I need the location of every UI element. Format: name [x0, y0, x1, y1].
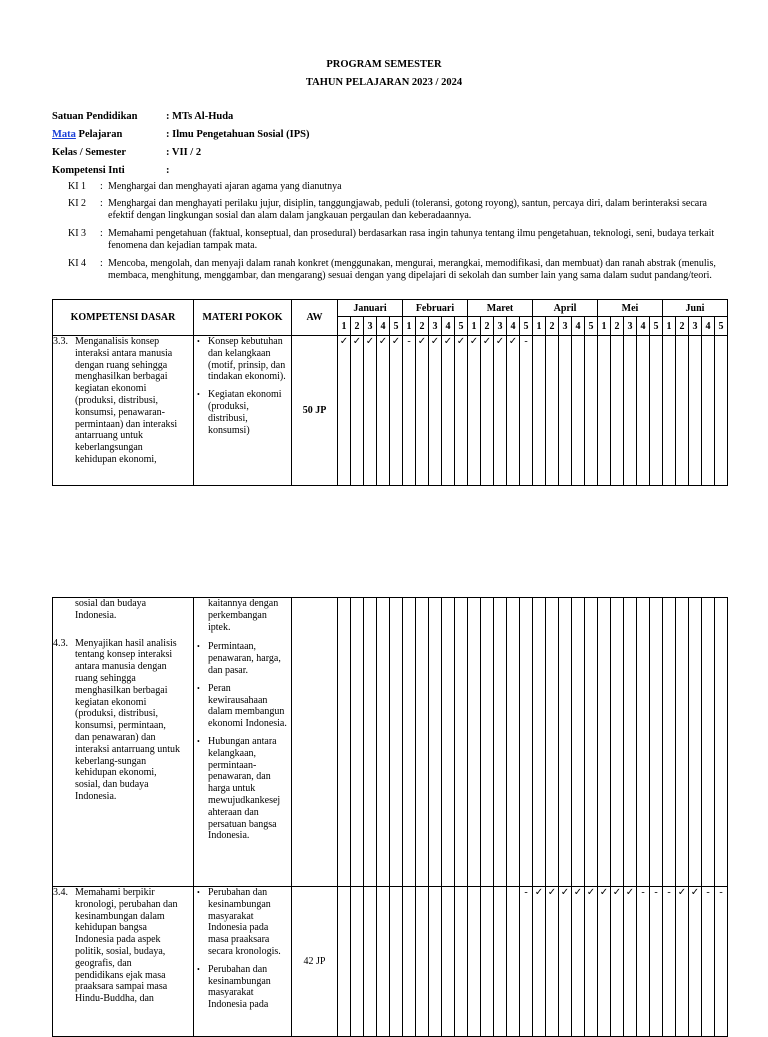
week-mark: ✓ — [377, 336, 390, 486]
week-mark — [338, 887, 351, 1037]
week-mark: ✓ — [585, 887, 598, 1037]
ki-text: Menghargai dan menghayati ajaran agama yang dianutnya — [108, 181, 342, 192]
week-header: 4 — [442, 317, 455, 336]
week-mark — [546, 336, 559, 486]
week-mark — [676, 598, 689, 887]
ki-code: KI 4 — [68, 258, 87, 269]
week-mark — [559, 598, 572, 887]
week-header: 3 — [559, 317, 572, 336]
week-mark — [481, 598, 494, 887]
week-mark: ✓ — [481, 336, 494, 486]
week-mark — [481, 887, 494, 1037]
week-mark — [351, 887, 364, 1037]
month-header: Mei — [598, 300, 663, 317]
week-header: 2 — [481, 317, 494, 336]
week-mark — [585, 336, 598, 486]
week-header: 2 — [351, 317, 364, 336]
week-header: 1 — [403, 317, 416, 336]
week-header: 1 — [533, 317, 546, 336]
header-aw: AW — [292, 300, 338, 336]
week-header: 1 — [663, 317, 676, 336]
mp-item: • Perubahan dan kesinambungan masyarakat Indonesia pada masa praaksara secara kronologis. — [208, 887, 291, 958]
info-row-satuan — [52, 111, 233, 122]
info-value: : — [166, 165, 170, 176]
info-label: Kelas / Semester — [52, 147, 127, 158]
week-header: 4 — [702, 317, 715, 336]
week-mark — [377, 887, 390, 1037]
ki-text: Menghargai dan menghayati perilaku jujur, disiplin, tanggungjawab, peduli (toleransi, gotong royong), santun, percaya diri, dalam berinteraksi secara efektif dengan lingkungan sosial dan alam dalam jangkauan pergaulan dan keberadaannya. — [108, 198, 707, 221]
week-mark — [520, 598, 533, 887]
mp-item: • Hubungan antara kelangkaan, permintaan-penawaran, dan harga untuk mewujudkankesej ahteraan dan persatuan bangsa Indonesia. — [208, 736, 291, 842]
week-header: 4 — [572, 317, 585, 336]
info-value: : Ilmu Pengetahuan Sosial (IPS) — [166, 129, 310, 140]
week-header: 1 — [598, 317, 611, 336]
mp-item: • Perubahan dan kesinambungan masyarakat Indonesia pada — [208, 964, 291, 1011]
doc-title: PROGRAM SEMESTER — [326, 59, 442, 70]
week-mark — [364, 887, 377, 1037]
week-mark: - — [403, 336, 416, 486]
mp-cell — [194, 598, 292, 887]
week-mark — [559, 336, 572, 486]
week-mark: ✓ — [494, 336, 507, 486]
week-mark — [572, 336, 585, 486]
header-materi-pokok: MATERI POKOK — [194, 300, 292, 336]
week-header: 1 — [338, 317, 351, 336]
mp-item: • Peran kewirausahaan dalam membangun ekonomi Indonesia. — [208, 683, 291, 730]
week-mark: ✓ — [455, 336, 468, 486]
week-mark — [416, 598, 429, 887]
info-value: : VII / 2 — [166, 147, 202, 158]
week-mark: ✓ — [442, 336, 455, 486]
week-mark — [468, 598, 481, 887]
week-mark — [663, 598, 676, 887]
week-mark: - — [663, 887, 676, 1037]
kd-number: 3.3. — [53, 336, 68, 347]
kd-cell — [53, 336, 194, 486]
ki-code: KI 2 — [68, 198, 87, 209]
week-mark — [533, 598, 546, 887]
week-mark: - — [520, 336, 533, 486]
doc-subtitle: TAHUN PELAJARAN 2023 / 2024 — [305, 77, 463, 88]
ki-item: KI 1 : Menghargai dan menghayati ajaran agama yang dianutnya — [68, 181, 718, 193]
week-mark — [689, 336, 702, 486]
kd-cell — [53, 598, 194, 887]
week-mark: - — [715, 887, 728, 1037]
week-mark — [611, 598, 624, 887]
week-mark — [390, 887, 403, 1037]
week-mark — [429, 887, 442, 1037]
week-mark — [702, 336, 715, 486]
kd-text: Memahami berpikir kronologi, perubahan dan kesinambungan dalam kehidupan bangsa Indonesia pada aspek politik, sosial, budaya, geografis, dan pendidikans ejak masa praaksara sampai masa Hindu-Buddha, dan — [75, 887, 178, 1005]
week-mark: ✓ — [559, 887, 572, 1037]
week-mark — [650, 336, 663, 486]
mp-item: • Konsep kebutuhan dan kelangkaan (motif, prinsip, dan tindakan ekonomi). — [208, 336, 291, 383]
week-mark: ✓ — [598, 887, 611, 1037]
week-header: 5 — [390, 317, 403, 336]
week-mark — [676, 336, 689, 486]
program-table-page1 — [52, 299, 728, 486]
week-mark — [416, 887, 429, 1037]
week-mark — [377, 598, 390, 887]
week-mark — [455, 887, 468, 1037]
week-mark — [611, 336, 624, 486]
mp-item: • Kegiatan ekonomi (produksi, distribusi, konsumsi) — [208, 389, 291, 436]
month-header: Januari — [338, 300, 403, 317]
week-header: 3 — [429, 317, 442, 336]
week-mark — [637, 598, 650, 887]
info-row-kelas — [52, 147, 201, 158]
week-mark — [364, 598, 377, 887]
week-mark — [494, 887, 507, 1037]
week-mark — [585, 598, 598, 887]
week-mark — [338, 598, 351, 887]
header-kompetensi-dasar: KOMPETENSI DASAR — [53, 300, 194, 336]
week-header: 3 — [364, 317, 377, 336]
week-mark: ✓ — [468, 336, 481, 486]
week-header: 4 — [637, 317, 650, 336]
ki-item: KI 3 : Memahami pengetahuan (faktual, konseptual, dan prosedural) berdasarkan rasa ingin tahunya tentang ilmu pengetahuan, teknologi, seni, budaya terkait fenomena dan kejadian tampak mata. — [68, 228, 718, 251]
month-header: Februari — [403, 300, 468, 317]
week-mark: ✓ — [533, 887, 546, 1037]
ki-item: KI 4 : Mencoba, mengolah, dan menyaji dalam ranah konkret (menggunakan, mengurai, merangkai, memodifikasi, dan membuat) dan ranah abstrak (menulis, membaca, menghitung, menggambar, dan mengarang) sesuai dengan yang dipelajari di sekolah dan sumber lain yang sama dalam sudut pandang/teori. — [68, 258, 718, 281]
week-mark: ✓ — [416, 336, 429, 486]
info-row-ki — [52, 165, 170, 176]
week-mark — [507, 598, 520, 887]
ki-text: Mencoba, mengolah, dan menyaji dalam ranah konkret (menggunakan, mengurai, merangkai, memodifikasi, dan membuat) dan ranah abstrak (menulis, membaca, menghitung, menggambar, dan mengarang) sesuai dengan yang dipelajari di sekolah dan sumber lain yang sama dalam sudut pandang/teori. — [108, 258, 716, 281]
week-mark — [494, 598, 507, 887]
week-header: 2 — [416, 317, 429, 336]
week-header: 3 — [624, 317, 637, 336]
week-mark — [663, 336, 676, 486]
week-mark: - — [650, 887, 663, 1037]
week-mark: ✓ — [364, 336, 377, 486]
week-mark — [455, 598, 468, 887]
week-mark — [624, 336, 637, 486]
week-mark: ✓ — [351, 336, 364, 486]
week-header: 2 — [546, 317, 559, 336]
kd-text: Menyajikan hasil analisis tentang konsep interaksi antara manusia dengan ruang sehingga menghasilkan berbagai kegiatan ekonomi (produksi, distribusi, konsumsi, permintaan, dan penawaran) dan interaksi antarruang untuk keberlang-sungan kehidupan ekonomi, sosial, dan budaya Indonesia. — [75, 637, 180, 802]
week-mark — [572, 598, 585, 887]
week-mark — [715, 598, 728, 887]
week-mark: ✓ — [572, 887, 585, 1037]
week-header: 3 — [689, 317, 702, 336]
month-header: April — [533, 300, 598, 317]
info-label: Satuan Pendidikan — [52, 111, 138, 122]
ki-item: KI 2 : Menghargai dan menghayati perilaku jujur, disiplin, tanggungjawab, peduli (toleransi, gotong royong), santun, percaya diri, dalam berinteraksi secara efektif dengan lingkungan sosial dan alam dalam jangkauan pergaulan dan keberadaannya. — [68, 198, 718, 221]
week-header: 5 — [650, 317, 663, 336]
week-mark: ✓ — [338, 336, 351, 486]
aw-cell: 42 JP — [292, 887, 338, 1037]
info-label: Kompetensi Inti — [52, 165, 125, 176]
week-mark: ✓ — [676, 887, 689, 1037]
ki-code: KI 3 — [68, 228, 87, 239]
kd-number: 4.3. — [53, 637, 68, 649]
kd-text: Menganalisis konsep interaksi antara manusia dengan ruang sehingga menghasilkan berbagai kegiatan ekonomi (produksi, distribusi, konsumsi, penawaran-permintaan) dan interaksi antarruang untuk keberlangsungan kehidupan ekonomi, — [75, 336, 178, 465]
week-mark: - — [702, 887, 715, 1037]
kd-text: sosial dan budaya Indonesia. — [75, 598, 147, 621]
info-label: Pelajaran — [75, 129, 123, 140]
mata-link[interactable]: Mata — [52, 129, 76, 140]
week-mark — [351, 598, 364, 887]
week-mark — [546, 598, 559, 887]
week-mark — [403, 887, 416, 1037]
week-header: 5 — [520, 317, 533, 336]
week-mark: ✓ — [546, 887, 559, 1037]
week-header: 4 — [377, 317, 390, 336]
ki-code: KI 1 — [68, 181, 87, 192]
week-mark — [598, 336, 611, 486]
aw-cell — [292, 598, 338, 887]
week-mark — [442, 887, 455, 1037]
mp-cell — [194, 336, 292, 486]
week-mark: ✓ — [429, 336, 442, 486]
week-mark — [624, 598, 637, 887]
program-table-page2 — [52, 597, 728, 1037]
month-header: Juni — [663, 300, 728, 317]
week-mark — [702, 598, 715, 887]
month-header: Maret — [468, 300, 533, 317]
week-header: 5 — [585, 317, 598, 336]
week-header: 5 — [455, 317, 468, 336]
week-mark — [598, 598, 611, 887]
week-mark — [533, 336, 546, 486]
week-header: 4 — [507, 317, 520, 336]
week-mark: - — [520, 887, 533, 1037]
week-mark — [715, 336, 728, 486]
info-row-mapel — [52, 129, 310, 140]
mp-cell — [194, 887, 292, 1037]
ki-text: Memahami pengetahuan (faktual, konseptual, dan prosedural) berdasarkan rasa ingin tahunya tentang ilmu pengetahuan, teknologi, seni, budaya terkait fenomena dan kejadian tampak mata. — [108, 228, 715, 251]
week-mark — [442, 598, 455, 887]
week-header: 2 — [676, 317, 689, 336]
week-mark — [468, 887, 481, 1037]
week-mark — [650, 598, 663, 887]
week-mark: ✓ — [507, 336, 520, 486]
week-mark — [689, 598, 702, 887]
mp-item: • Permintaan, penawaran, harga, dan pasar. — [208, 641, 291, 676]
week-header: 5 — [715, 317, 728, 336]
week-mark — [403, 598, 416, 887]
week-header: 2 — [611, 317, 624, 336]
kd-cell — [53, 887, 194, 1037]
mp-continued: kaitannya dengan perkembangan iptek. — [208, 598, 279, 633]
week-mark: ✓ — [624, 887, 637, 1037]
week-header: 1 — [468, 317, 481, 336]
aw-cell: 50 JP — [292, 336, 338, 486]
week-mark — [429, 598, 442, 887]
kd-number: 3.4. — [53, 887, 68, 898]
week-mark: ✓ — [390, 336, 403, 486]
week-mark — [390, 598, 403, 887]
week-mark — [507, 887, 520, 1037]
week-header: 3 — [494, 317, 507, 336]
week-mark: - — [637, 887, 650, 1037]
info-value: : MTs Al-Huda — [166, 111, 234, 122]
week-mark — [637, 336, 650, 486]
week-mark: ✓ — [611, 887, 624, 1037]
week-mark: ✓ — [689, 887, 702, 1037]
